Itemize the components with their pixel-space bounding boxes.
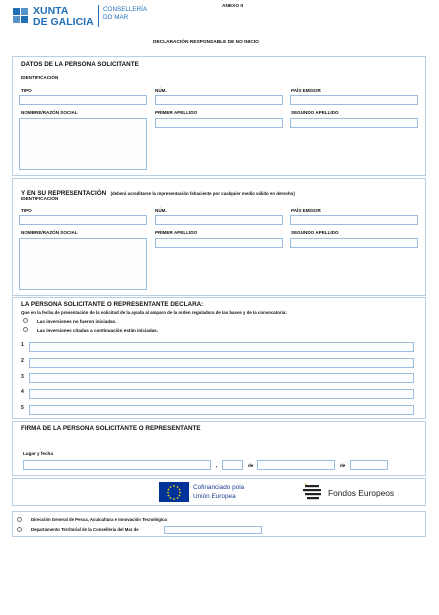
option-not-started-label: Las inversiones no fueron iniciadas. [37,319,117,324]
option-not-started-radio[interactable] [23,318,28,323]
rep-pais-label: PAÍS EMISOR [291,208,321,213]
applicant-tipo-field[interactable] [19,95,147,105]
investment-line-4-number: 4 [21,389,24,395]
rep-tipo-field[interactable] [19,215,147,225]
place-date-label: Lugar y fecha [23,451,53,456]
rep-apellido1-field[interactable] [155,238,283,248]
document-title: DECLARACIÓN RESPONSABLE DE NO INICIO [153,40,259,45]
investment-line-4-field[interactable] [29,389,414,399]
signature-section-title: FIRMA DE LA PERSONA SOLICITANTE O REPRESENTANTE [21,425,201,432]
rep-tipo-label: TIPO [21,208,32,213]
destination-dept-field[interactable] [164,526,262,534]
annex-label: ANEXO II [222,4,244,9]
rep-identification-label: IDENTIFICACIÓN [21,196,59,201]
applicant-apellido1-field[interactable] [155,118,283,128]
header-divider [98,5,99,27]
logo-line-2: DE GALICIA [33,16,94,28]
applicant-tipo-label: TIPO [21,88,32,93]
eu-flag-icon [159,482,189,502]
representative-section-title: Y EN SU REPRESENTACIÓN [21,190,107,197]
investment-line-1-number: 1 [21,342,24,348]
day-field[interactable] [222,460,243,470]
applicant-apellido1-label: PRIMER APELLIDO [155,110,198,115]
place-field[interactable] [23,460,211,470]
fondos-europeos-icon [301,482,325,502]
rep-num-label: NÚM. [155,208,167,213]
option-started-label: Las inversiones citadas a continuación están iniciadas. [37,328,159,333]
applicant-num-field[interactable] [155,95,283,105]
de-label-1: de [248,463,254,468]
destination-dept-label: Departamento Territorial de la Consellería del Mar de [31,527,139,532]
dept-line-1: CONSELLERÍA [103,6,148,13]
representative-note: (deberá acreditarse la representación fehaciente por cualquier medio válido en derecho) [110,191,295,196]
investment-line-3-number: 3 [21,374,24,380]
rep-apellido2-label: SEGUNDO APELLIDO [291,230,339,235]
applicant-pais-label: PAÍS EMISOR [291,88,321,93]
eu-cofinanced-line-1: Cofinanciado pola [193,484,245,491]
xunta-emblem-icon [12,6,30,26]
rep-num-field[interactable] [155,215,283,225]
xunta-logo [12,5,102,29]
applicant-section-title: DATOS DE LA PERSONA SOLICITANTE [21,61,139,68]
investment-line-2-field[interactable] [29,358,414,368]
option-started-radio[interactable] [23,327,28,332]
applicant-pais-field[interactable] [290,95,418,105]
destination-dg-label: Dirección General de Pesca, Acuicultura e Innovación Tecnológica [31,517,167,522]
rep-apellido2-field[interactable] [290,238,418,248]
fondos-europeos-label: Fondos Europeos [328,488,395,498]
rep-nombre-label: NOMBRE/RAZÓN SOCIAL [21,230,78,235]
rep-nombre-field[interactable] [19,238,147,290]
rep-apellido1-label: PRIMER APELLIDO [155,230,198,235]
declaration-intro: Que en la fecha de presentación de la solicitud de la ayuda al amparo de la orden reguladora de las bases y de la convocatoria: [21,310,287,315]
logo-line-1: XUNTA [33,5,69,17]
investment-line-5-field[interactable] [29,405,414,415]
applicant-nombre-field[interactable] [19,118,147,170]
year-field[interactable] [350,460,388,470]
eu-cofinanced-line-2: Unión Europea [193,493,236,500]
investment-line-2-number: 2 [21,358,24,364]
destination-dept-radio[interactable] [17,527,22,532]
declaration-section-title: LA PERSONA SOLICITANTE O REPRESENTANTE DECLARA: [21,301,204,308]
investment-line-5-number: 5 [21,405,24,411]
applicant-apellido2-field[interactable] [290,118,418,128]
destination-dg-radio[interactable] [17,517,22,522]
month-field[interactable] [257,460,335,470]
place-comma: , [216,463,218,469]
investment-line-3-field[interactable] [29,373,414,383]
applicant-num-label: NÚM. [155,88,167,93]
applicant-nombre-label: NOMBRE/RAZÓN SOCIAL [21,110,78,115]
representative-title-row [21,183,295,199]
de-label-2: de [340,463,346,468]
investment-line-1-field[interactable] [29,342,414,352]
rep-pais-field[interactable] [290,215,418,225]
applicant-apellido2-label: SEGUNDO APELLIDO [291,110,339,115]
dept-line-2: DO MAR [103,14,129,21]
applicant-identification-label: IDENTIFICACIÓN [21,75,59,80]
